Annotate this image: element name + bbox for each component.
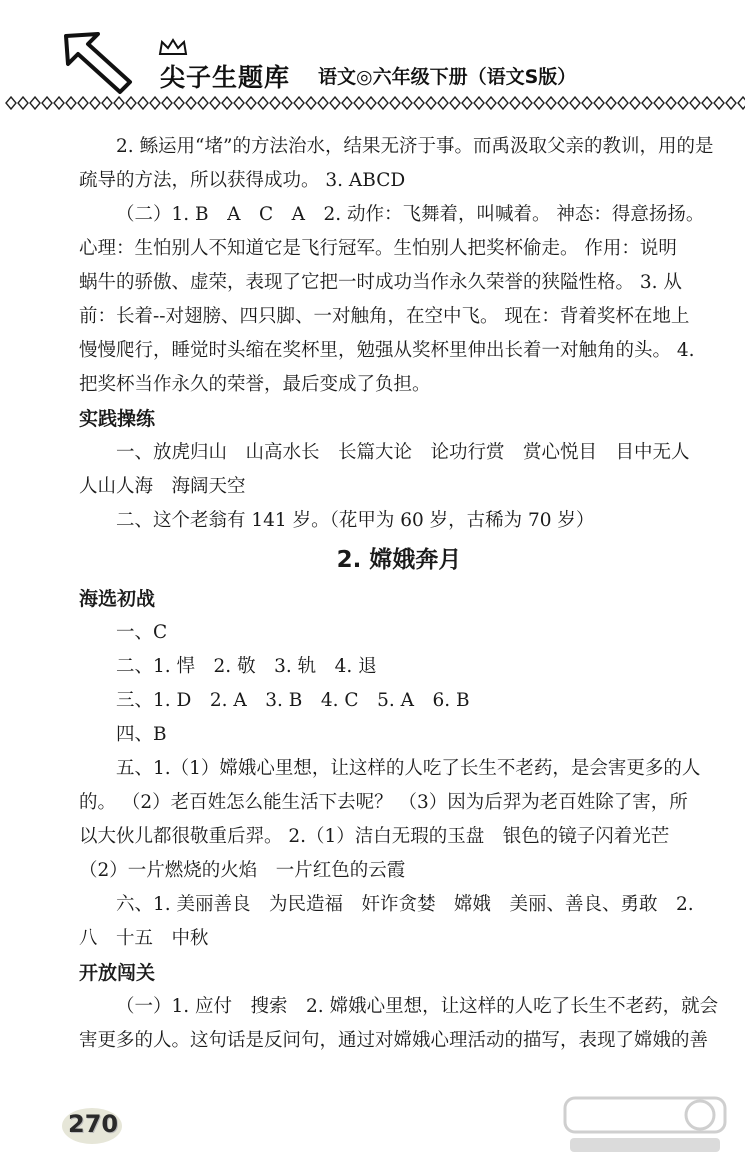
text-line: 的。 （2）老百姓怎么能生活下去呢？ （3）因为后羿为老百姓除了害，所 [79,792,688,813]
section-heading: 实践操练 [79,408,156,430]
text-line: （2）一片燃烧的火焰 一片红色的云霞 [79,860,406,881]
text-line: 心理：生怕别人不知道它是飞行冠军。生怕别人把奖杯偷走。 作用：说明 [79,238,677,259]
logo-text: 尖子生题库 [160,63,291,92]
section-heading: 开放闯关 [79,962,156,984]
text-line: 一、C [116,622,168,643]
page-header [0,0,750,115]
book-title: 语文◎六年级下册（语文S版） [318,66,577,88]
text-line: 以大伙儿都很敬重后羿。 2.（1）洁白无瑕的玉盘 银色的镜子闪着光芒 [79,826,670,847]
text-line: 把奖杯当作永久的荣誉，最后变成了负担。 [79,374,431,395]
text-line: 害更多的人。这句话是反问句，通过对嫦娥心理活动的描写，表现了嫦娥的善 [79,1030,709,1051]
text-line: 2. 鲧运用“堵”的方法治水，结果无济于事。而禹汲取父亲的教训，用的是 [116,136,714,157]
section-heading: 海选初战 [79,588,156,610]
text-line: 五、1.（1）嫦娥心里想，让这样的人吃了长生不老药，是会害更多的人 [116,758,701,779]
text-line: 疏导的方法，所以获得成功。 3. ABCD [79,170,406,191]
text-line: 前：长着--对翅膀、四只脚、一对触角，在空中飞。 现在：背着奖杯在地上 [79,306,690,327]
crown-icon [158,38,188,56]
arrow-logo-icon [58,30,138,100]
text-line: 四、B [116,724,167,745]
text-line: 慢慢爬行，睡觉时头缩在奖杯里，勉强从奖杯里伸出长着一对触角的头。 4. [79,340,695,361]
text-line: 人山人海 海阔天空 [79,476,246,497]
text-line: 六、1. 美丽善良 为民造福 奸诈贪婪 嫦娥 美丽、善良、勇敢 2. [116,894,694,915]
diamond-rule [5,96,745,110]
text-line: （二）1. B A C A 2. 动作：飞舞着，叫喊着。 神态：得意扬扬。 [116,204,705,225]
text-line: 二、这个老翁有 141 岁。（花甲为 60 岁，古稀为 70 岁） [116,510,595,531]
page-number: 270 [68,1110,119,1138]
lesson-title: 2. 嫦娥奔月 [336,547,462,573]
text-line: 二、1. 悍 2. 敬 3. 轨 4. 退 [116,656,377,677]
text-line: （一）1. 应付 搜索 2. 嫦娥心里想，让这样的人吃了长生不老药，就会 [116,996,719,1017]
text-line: 蜗牛的骄傲、虚荣，表现了它把一时成功当作永久荣誉的狭隘性格。 3. 从 [79,272,682,293]
text-line: 八 十五 中秋 [79,928,209,949]
watermark-logo [560,1090,730,1160]
text-line: 一、放虎归山 山高水长 长篇大论 论功行赏 赏心悦目 目中无人 [116,442,690,463]
answer-content [79,130,719,1058]
text-line: 三、1. D 2. A 3. B 4. C 5. A 6. B [116,690,470,711]
